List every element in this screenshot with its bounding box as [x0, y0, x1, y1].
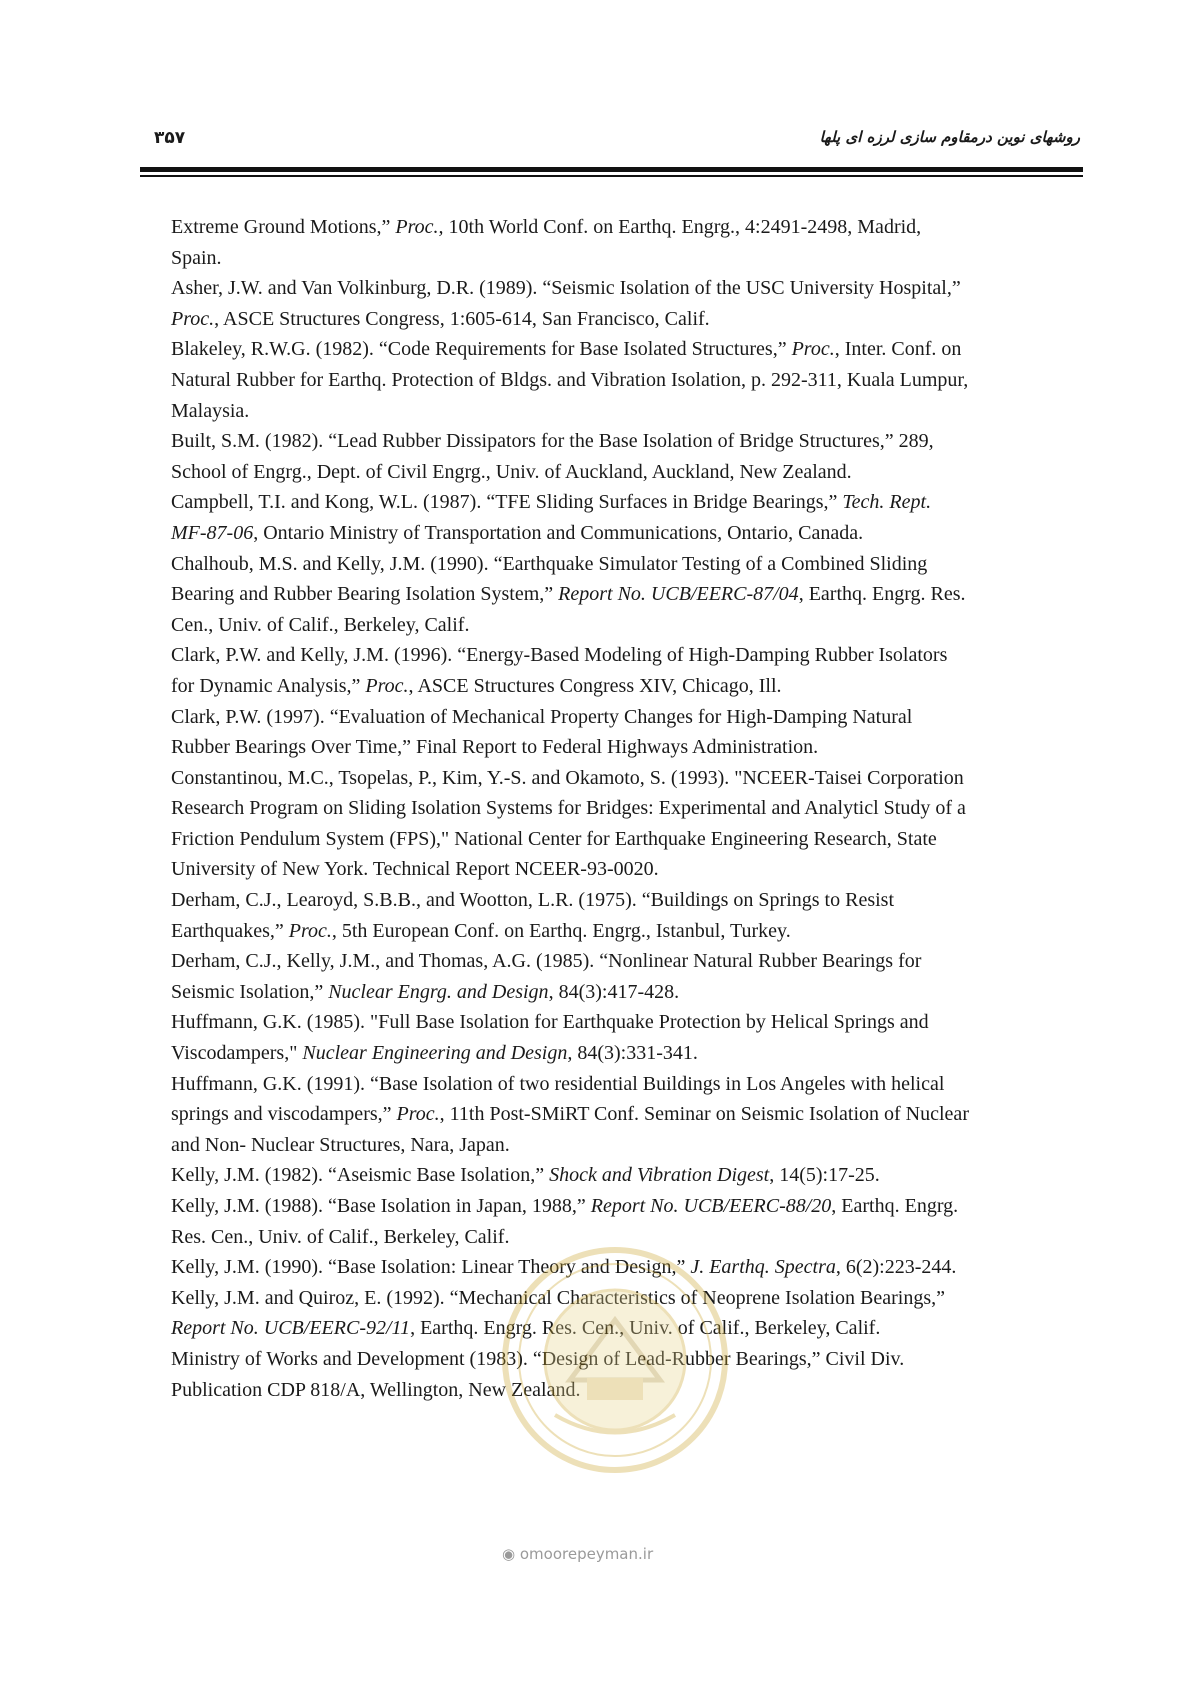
reference-entry: Clark, P.W. (1997). “Evaluation of Mechanical Property Changes for High-Damping Natural Rubber Bearings Over Time,” Final Report to Federal Highways Administration. — [171, 705, 913, 759]
watermark-url: ◉ omoorepeyman.ir — [502, 1545, 654, 1563]
reference-entry: Kelly, J.M. and Quiroz, E. (1992). “Mechanical Characteristics of Neoprene Isolation Bearings,” Report No. UCB/EERC-92/11, Earthq. Engrg. Res. Cen., Univ. of Calif., Berkeley, Calif. — [171, 1286, 946, 1340]
reference-entry: Derham, C.J., Kelly, J.M., and Thomas, A.G. (1985). “Nonlinear Natural Rubber Bearings for Seismic Isolation,” Nuclear Engrg. and Design, 84(3):417-428. — [171, 950, 922, 1003]
watermark-url-text: omoorepeyman.ir — [519, 1545, 654, 1563]
reference-entry: Kelly, J.M. (1982). “Aseismic Base Isolation,” Shock and Vibration Digest, 14(5):17-25. — [171, 1164, 880, 1187]
reference-entry: Built, S.M. (1982). “Lead Rubber Dissipators for the Base Isolation of Bridge Structures,” 289, School of Engrg., Dept. of Civil Engrg., Univ. of Auckland, Auckland, New Zealand. — [171, 430, 934, 483]
reference-entry: Kelly, J.M. (1988). “Base Isolation in Japan, 1988,” Report No. UCB/EERC-88/20, Earthq. Engrg. Res. Cen., Univ. of Calif., Berkeley, Calif. — [171, 1195, 959, 1248]
reference-list — [171, 212, 971, 1405]
reference-entry: Kelly, J.M. (1990). “Base Isolation: Linear Theory and Design,” J. Earthq. Spectra, 6(2):223-244. — [171, 1256, 957, 1279]
page-header — [140, 128, 1080, 158]
reference-entry: Constantinou, M.C., Tsopelas, P., Kim, Y.-S. and Okamoto, S. (1993). "NCEER-Taisei Corporation Research Program on Sliding Isolation Systems for Bridges: Experimental and Analyticl Study of a Friction Pendulum System (FPS)," National Center for Earthquake Engineering Research, State University of New York. Technical Report NCEER-93-0020. — [171, 766, 966, 881]
reference-entry: Campbell, T.I. and Kong, W.L. (1987). “TFE Sliding Surfaces in Bridge Bearings,” Tech. Rept. MF-87-06, Ontario Ministry of Transportation and Communications, Ontario, Canada. — [171, 491, 932, 544]
header-rule-thin — [140, 175, 1083, 177]
reference-entry: Ministry of Works and Development (1983). “Design of Lead-Rubber Bearings,” Civil Div. Publication CDP 818/A, Wellington, New Zealand. — [171, 1347, 905, 1401]
reference-entry: Asher, J.W. and Van Volkinburg, D.R. (1989). “Seismic Isolation of the USC University Hospital,” Proc., ASCE Structures Congress, 1:605-614, San Francisco, Calif. — [171, 277, 961, 330]
header-rule-thick — [140, 167, 1083, 172]
page-number: ۳۵۷ — [154, 128, 186, 148]
reference-entry: Clark, P.W. and Kelly, J.M. (1996). “Energy-Based Modeling of High-Damping Rubber Isolators for Dynamic Analysis,” Proc., ASCE Structures Congress XIV, Chicago, Ill. — [171, 644, 948, 697]
reference-entry: Huffmann, G.K. (1985). "Full Base Isolation for Earthquake Protection by Helical Springs and Viscodampers," Nuclear Engineering and Design, 84(3):331-341. — [171, 1011, 929, 1065]
reference-entry: Huffmann, G.K. (1991). “Base Isolation of two residential Buildings in Los Angeles with helical springs and viscodampers,” Proc., 11th Post-SMiRT Conf. Seminar on Seismic Isolation of Nuclear and Non- Nuclear Structures, Nara, Japan. — [171, 1072, 969, 1156]
reference-entry: Extreme Ground Motions,” Proc., 10th World Conf. on Earthq. Engrg., 4:2491-2498, Madrid, Spain. — [171, 216, 922, 269]
running-title: روشهای نوین درمقاوم سازی لرزه ای پلها — [819, 128, 1080, 146]
reference-entry: Derham, C.J., Learoyd, S.B.B., and Wootton, L.R. (1975). “Buildings on Springs to Resist Earthquakes,” Proc., 5th European Conf. on Earthq. Engrg., Istanbul, Turkey. — [171, 889, 894, 942]
reference-entry: Chalhoub, M.S. and Kelly, J.M. (1990). “Earthquake Simulator Testing of a Combined Sliding Bearing and Rubber Bearing Isolation System,” Report No. UCB/EERC-87/04, Earthq. Engrg. Res. Cen., Univ. of Calif., Berkeley, Calif. — [171, 552, 966, 636]
reference-entry: Blakeley, R.W.G. (1982). “Code Requirements for Base Isolated Structures,” Proc., Inter. Conf. on Natural Rubber for Earthq. Protection of Bldgs. and Vibration Isolation, p. 292-311, Kuala Lumpur, Malaysia. — [171, 338, 969, 422]
